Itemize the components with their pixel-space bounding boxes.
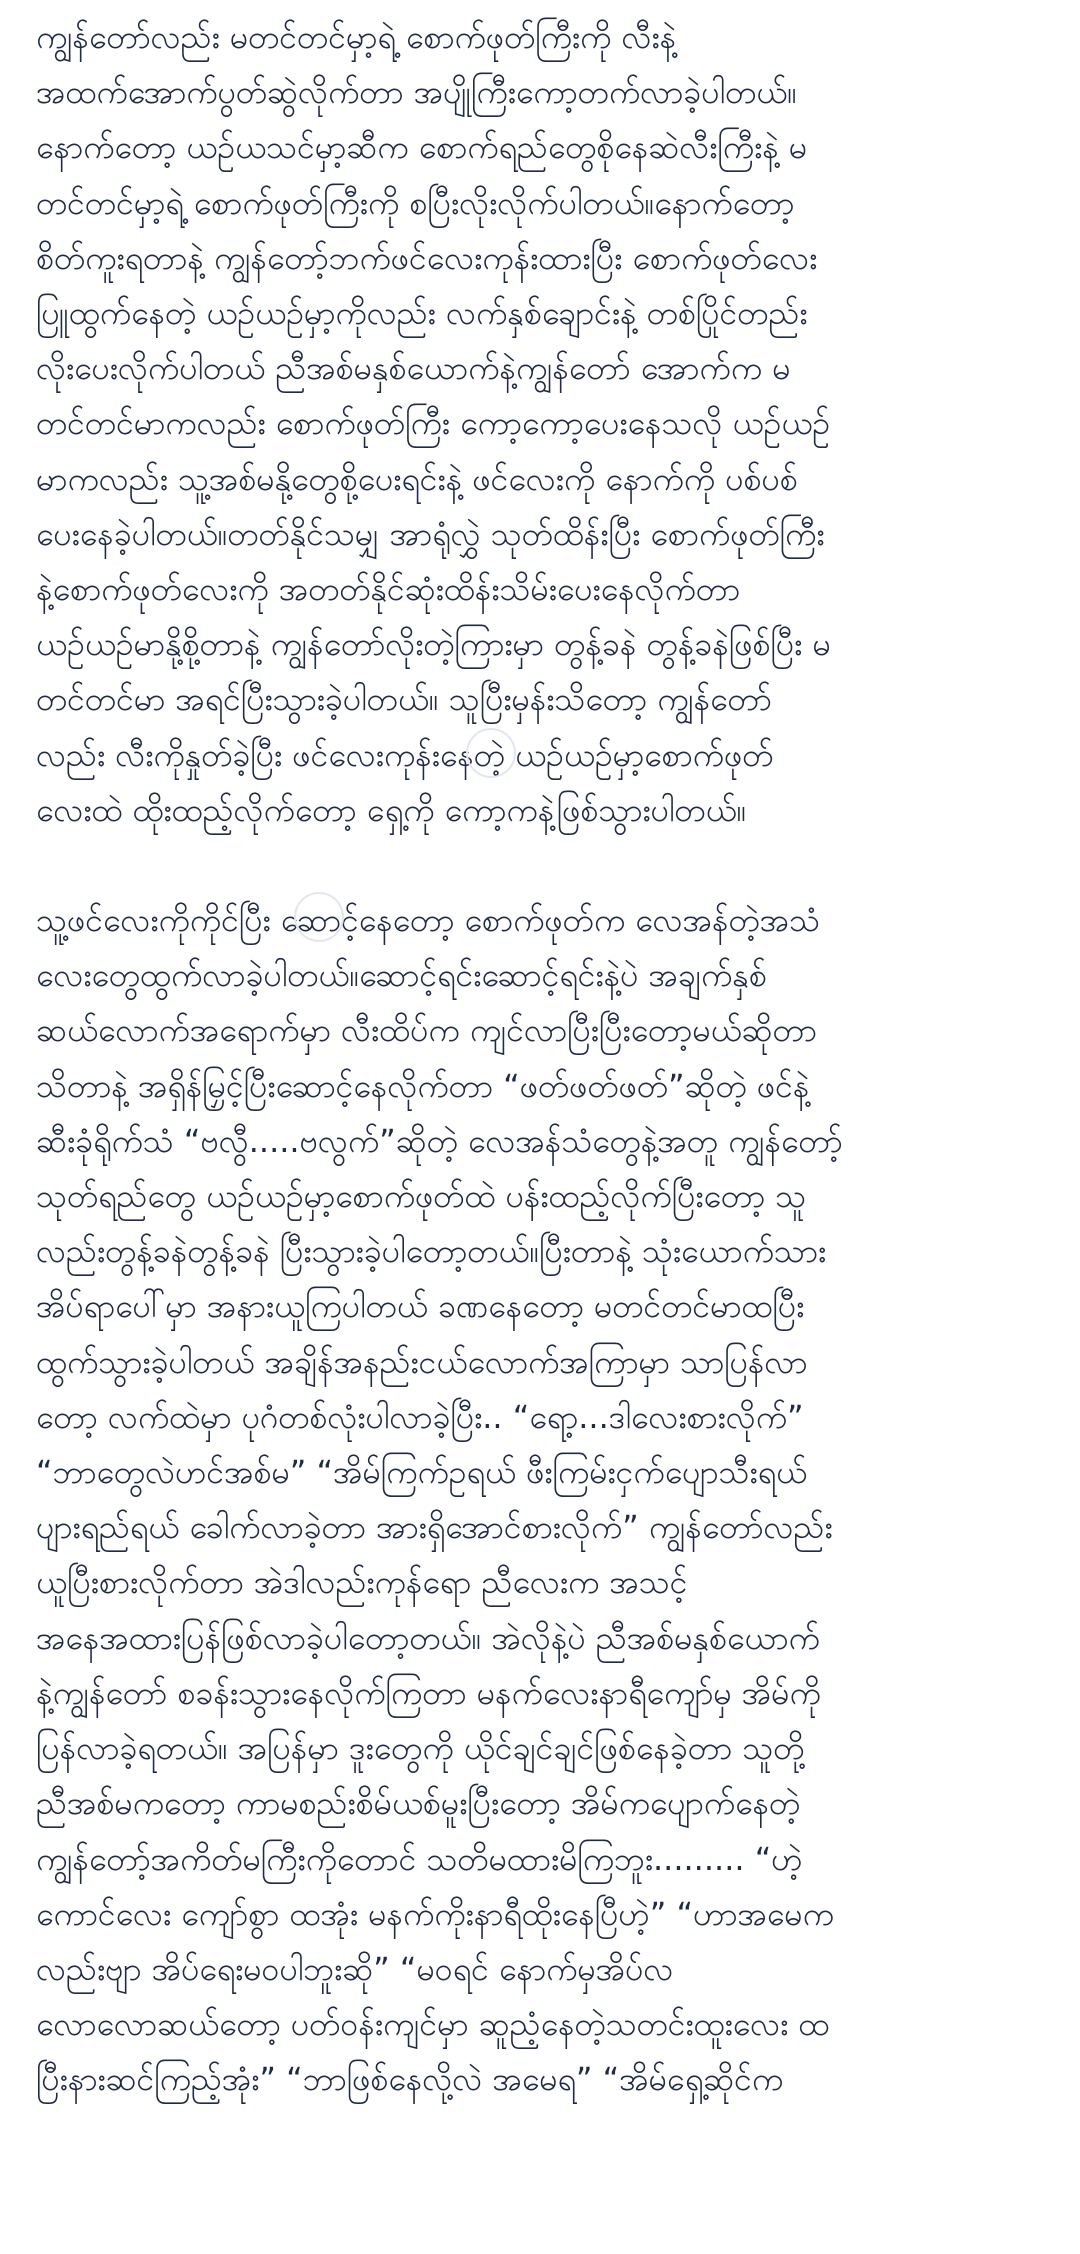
paragraph-2: သူ့ဖင်လေးကိုကိုင်ပြီး ဆောင့်နေတော့ စောက်ဖုတ်က လေအန်တဲ့အသံ လေးတွေထွက်လာခဲ့ပါတယ်။ဆောင့်ရင်းဆောင့်ရင်းနဲ့ပဲ အချက်နှစ် ဆယ်လောက်အရောက်မှာ လီးထိပ်က ကျင်လာပြီးပြီးတော့မယ်ဆိုတာ သိတာနဲ့ အရှိန်မြှင့်ပြီးဆောင့်နေလိုက်တာ “ဖတ်ဖတ်ဖတ်”ဆိုတဲ့ ဖင်နဲ့ ဆီးခုံရိုက်သံ “ဗလွီ.....ဗလွက်”ဆိုတဲ့ လေအန်သံတွေနဲ့အတူ ကျွန်တော့် သုတ်ရည်တွေ ယဉ်ယဉ်မှာ့စောက်ဖုတ်ထဲ ပန်းထည့်လိုက်ပြီးတော့ သူ လည်းတွန့်ခနဲတွန့်ခနဲ ပြီးသွားခဲ့ပါတော့တယ်။ပြီးတာနဲ့ သုံးယောက်သား အိပ်ရာပေါ်မှာ အနားယူကြပါတယ် ခဏနေတော့ မတင်တင်မာထပြီး ထွက်သွားခဲ့ပါတယ် အချိန်အနည်းငယ်လောက်အကြာမှာ သာပြန်လာ တော့ လက်ထဲမှာ ပုဂံတစ်လုံးပါလာခဲ့ပြီး.. “ရော့...ဒါလေးစားလိုက်” “ဘာတွေလဲဟင်အစ်မ” “အိမ်ကြက်ဥရယ် ဖီးကြမ်းငှက်ပျောသီးရယ် ပျားရည်ရယ် ခေါက်လာခဲ့တာ အားရှိအောင်စားလိုက်” ကျွန်တော်လည်း ယူပြီးစားလိုက်တာ အဲဒါလည်းကုန်ရော ညီလေးက အသင့် အနေအထားပြန်ဖြစ်လာခဲ့ပါတော့တယ်။ အဲလိုနဲ့ပဲ ညီအစ်မနှစ်ယောက် နဲ့ကျွန်တော် စခန်းသွားနေလိုက်ကြတာ မနက်လေးနာရီကျော်မှ အိမ်ကို ပြန်လာခဲ့ရတယ်။ အပြန်မှာ ဒူးတွေကို ယိုင်ချင်ချင်ဖြစ်နေခဲ့တာ သူတို့ ညီအစ်မကတော့ ကာမစည်းစိမ်ယစ်မူးပြီးတော့ အိမ်ကပျောက်နေတဲ့ ကျွန်တော့်အကိတ်မကြီးကိုတောင် သတိမထားမိကြဘူး......... “ဟဲ့ ကောင်လေး ကျော်စွာ ထအုံး မနက်ကိုးနာရီထိုးနေပြီဟဲ့” “ဟာအမေက လည်းဗျာ အိပ်ရေးမဝပါဘူးဆို” “မဝရင် နောက်မှအိပ်လ လောလောဆယ်တော့ ပတ်ဝန်းကျင်မှာ ဆူညံ့နေတဲ့သတင်းထူးလေး ထ ပြီးနားဆင်ကြည့်အုံး” “ဘာဖြစ်နေလို့လဲ အမေရ” “အိမ်ရှေ့ဆိုင်က bbox=[36, 901, 843, 2099]
paragraph-1: ကျွန်တော်လည်း မတင်တင်မှာ့ရဲ့ စောက်ဖုတ်ကြီးကို လီးနဲ့ အထက်အောက်ပွတ်ဆွဲလိုက်တာ အပျိုကြီးကော့တက်လာခဲ့ပါတယ်။ နောက်တော့ ယဉ်ယသင်မှာ့ဆီက စောက်ရည်တွေစိုနေဆဲလီးကြီးနဲ့ မ တင်တင်မှာ့ရဲ့ စောက်ဖုတ်ကြီးကို စပြီးလိုးလိုက်ပါတယ်။နောက်တော့ စိတ်ကူးရတာနဲ့ ကျွန်တော့်ဘက်ဖင်လေးကုန်းထားပြီး စောက်ဖုတ်လေး ပြူထွက်နေတဲ့ ယဉ်ယဉ်မှာ့ကိုလည်း လက်နှစ်ချောင်းနဲ့ တစ်ပြိုင်တည်း လိုးပေးလိုက်ပါတယ် ညီအစ်မနှစ်ယောက်နဲ့ကျွန်တော် အောက်က မ တင်တင်မာကလည်း စောက်ဖုတ်ကြီး ကော့ကော့ပေးနေသလို ယဉ်ယဉ် မာကလည်း သူ့အစ်မနို့တွေစို့ပေးရင်းနဲ့ ဖင်လေးကို နောက်ကို ပစ်ပစ် ပေးနေခဲ့ပါတယ်။တတ်နိုင်သမျှ အာရုံလွှဲ သုတ်ထိန်းပြီး စောက်ဖုတ်ကြီး နဲ့စောက်ဖုတ်လေးကို အတတ်နိုင်ဆုံးထိန်းသိမ်းပေးနေလိုက်တာ ယဉ်ယဉ်မာနို့စို့တာနဲ့ ကျွန်တော်လိုးတဲ့ကြားမှာ တွန့်ခနဲ တွန့်ခနဲဖြစ်ပြီး မ တင်တင်မာ အရင်ပြီးသွားခဲ့ပါတယ်။ သူပြီးမှန်းသိတော့ ကျွန်တော် လည်း လီးကိုနှုတ်ခဲ့ပြီး ဖင်လေးကုန်းနေတဲ့ ယဉ်ယဉ်မှာ့စောက်ဖုတ် လေးထဲ ထိုးထည့်လိုက်တော့ ရှေ့ကို ကော့ကနဲ့ဖြစ်သွားပါတယ်။ bbox=[36, 18, 831, 829]
scroll-indicator-circle-secondary bbox=[294, 892, 344, 942]
scroll-indicator-circle bbox=[466, 728, 516, 778]
article-body bbox=[36, 0, 1046, 2108]
